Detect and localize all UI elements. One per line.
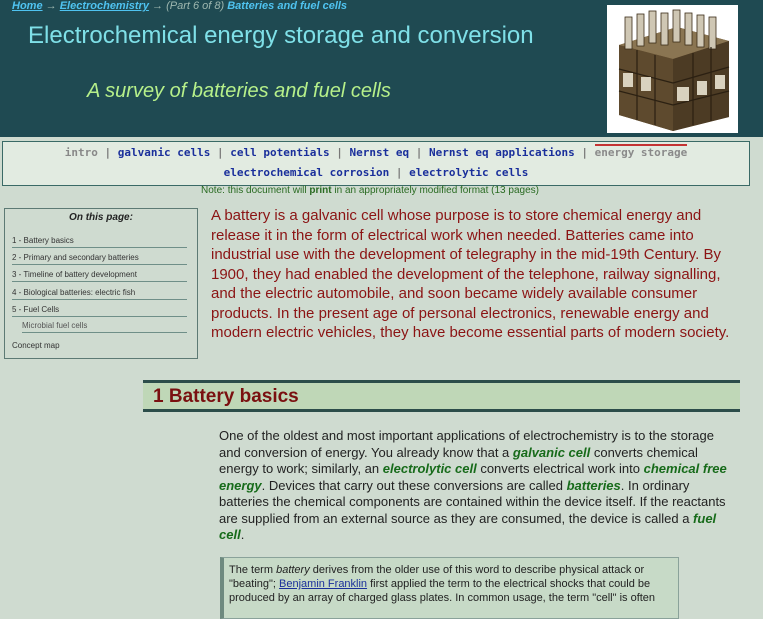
breadcrumb-arrow: → [148,0,167,12]
toc-link-primary-secondary[interactable]: 2 - Primary and secondary batteries [12,253,187,265]
battery-image-icon [607,5,738,133]
nav-separator: | [210,146,231,159]
nav-electrochemical-corrosion[interactable]: electrochemical corrosion [223,166,390,179]
breadcrumb [12,0,347,12]
breadcrumb-arrow: → [42,0,60,12]
nav-row-2 [3,166,749,179]
aside-note-box [220,557,679,619]
aside-text [229,563,669,605]
body-text: . [240,527,245,542]
breadcrumb-current: Batteries and fuel cells [227,0,348,12]
nav-separator: | [409,146,429,159]
on-this-page-box [4,208,198,359]
print-note-text: Note: this document will [201,185,310,196]
battery-photo [607,5,738,133]
body-paragraph [219,428,729,544]
print-note-bold: print [309,185,332,196]
toc-link-microbial-fuel-cells[interactable]: Microbial fuel cells [22,321,187,333]
breadcrumb-home-link[interactable]: Home [12,0,43,12]
page-title: Electrochemical energy storage and conversion [28,22,534,49]
nav-cell-potentials[interactable]: cell potentials [230,146,330,159]
nav-nernst-applications[interactable]: Nernst eq applications [429,146,575,159]
body-text: converts electrical work into [476,461,644,476]
term-chemical-free-energy: chemical free energy [219,461,727,493]
term-electrolytic-cell: electrolytic cell [382,461,477,476]
body-text: . Devices that carry out these conversions are called [261,477,567,493]
intro-paragraph: A battery is a galvanic cell whose purpose is to store chemical energy and release it in the form of electrical work when needed. Batteries came into industrial use with the development of telegraphy in the mid-19th Century. By 1900, they had enabled the development of the telephone, railway signalling, and the electric automobile, and soon became widely available consumer products. In the present age of personal electronics, renewable energy and modern electric vehicles, they have become essential parts of modern society. [211,207,730,341]
nav-separator: | [574,146,595,159]
nav-separator: | [329,146,350,159]
toc-title: On this page: [69,212,133,223]
nav-nernst-eq[interactable]: Nernst eq [349,146,410,159]
body-text: One of the oldest and most important applications of electrochemistry is to the storage and conversion of energy. You already know that a [219,428,714,460]
nav-separator: | [97,146,118,159]
toc-link-timeline[interactable]: 3 - Timeline of battery development [12,270,187,282]
breadcrumb-part: (Part 6 of 8) [166,0,228,12]
nav-separator: | [389,166,410,179]
nav-intro[interactable]: intro [64,146,98,159]
nav-galvanic-cells[interactable]: galvanic cells [117,146,211,159]
toc-link-concept-map[interactable]: Concept map [12,341,60,350]
term-fuel-cell: fuel cell [219,510,717,542]
breadcrumb-parent-link[interactable]: Electrochemistry [59,0,149,12]
toc-link-battery-basics[interactable]: 1 - Battery basics [12,236,187,248]
body-text: converts chemical energy to work; similarly, an [219,444,698,476]
print-note-text: in an appropriately modified format (13 pages) [331,185,539,196]
aside-text-part: The term [229,564,277,576]
aside-emphasis: battery [276,564,310,576]
term-batteries: batteries [566,477,621,493]
nav-energy-storage[interactable]: energy storage [594,146,688,159]
print-note [0,185,740,196]
aside-text-part: first applied the term to the electrical shocks that could be produced by an array of charged glass plates. In common usage, the term "cell" is often [229,578,656,604]
toc-link-fuel-cells[interactable]: 5 - Fuel Cells [12,305,187,317]
section-title: 1 Battery basics [153,386,299,407]
toc-link-electric-fish[interactable]: 4 - Biological batteries: electric fish [12,288,187,300]
section-heading-bar [143,380,740,412]
page-header [0,0,763,137]
benjamin-franklin-link[interactable]: Benjamin Franklin [279,578,368,590]
term-galvanic-cell: galvanic cell [512,444,591,460]
aside-text-part: derives from the older use of this word to describe physical attack or "beating"; [229,564,645,590]
nav-row-1 [3,146,749,159]
nav-electrolytic-cells[interactable]: electrolytic cells [409,166,529,179]
section-nav [2,141,750,186]
body-text: . In ordinary batteries the chemical components are contained within the device itself. If the reactants are supplied from an external source as they are consumed, the device is called a [219,477,726,526]
page-subtitle: A survey of batteries and fuel cells [87,80,391,102]
